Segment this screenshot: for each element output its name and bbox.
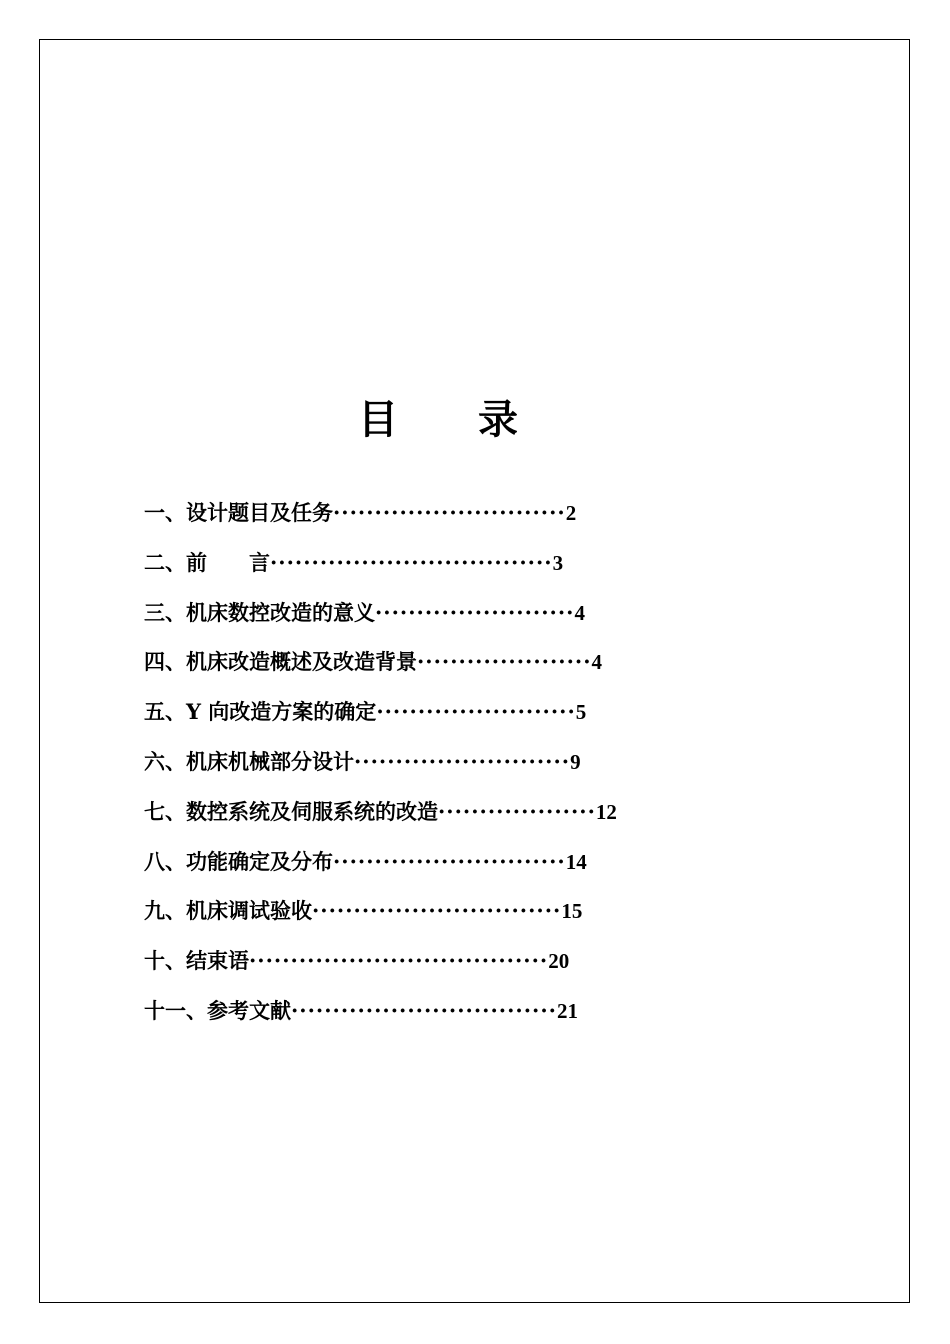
toc-item-label: 十、结束语 (144, 948, 249, 974)
toc-item-label: 十一、参考文献 (144, 997, 291, 1023)
toc-item-label: 三、机床数控改造的意义 (144, 599, 375, 625)
toc-item-page: 14 (565, 849, 587, 874)
toc-item-page: 3 (552, 550, 564, 575)
toc-item-page: 21 (556, 998, 578, 1023)
toc-item-label: 一、设计题目及任务 (144, 500, 333, 525)
toc-item[interactable] (144, 894, 617, 944)
toc-item[interactable] (144, 695, 617, 745)
toc-item[interactable] (144, 845, 617, 895)
toc-item-label: 五、Y 向改造方案的确定 (144, 699, 377, 725)
toc-item-leader: ························ (375, 599, 575, 625)
toc-item-leader: ······························ (312, 898, 562, 924)
toc-item-label: 九、机床调试验收 (144, 898, 312, 924)
toc-item-leader: ·························· (354, 748, 571, 774)
toc-item-leader: ··················· (438, 798, 596, 824)
toc-item-leader: ···························· (333, 848, 566, 874)
toc-item[interactable] (144, 745, 617, 795)
toc-item-page: 9 (570, 749, 581, 774)
toc-item-page: 2 (565, 501, 577, 525)
toc-item[interactable] (144, 596, 617, 646)
toc-item-label: 七、数控系统及伺服系统的改造 (144, 798, 438, 824)
toc-list (144, 496, 617, 1044)
toc-item[interactable] (144, 496, 617, 546)
toc-item-label: 八、功能确定及分布 (144, 848, 333, 874)
toc-item-leader: ·································· (270, 549, 553, 575)
toc-item-page: 15 (561, 899, 583, 924)
toc-item-leader: ························ (376, 699, 576, 725)
toc-item-label: 四、机床改造概述及改造背景 (144, 649, 417, 675)
toc-title (0, 388, 878, 445)
toc-item[interactable] (144, 645, 617, 695)
toc-item-leader: ····················· (417, 649, 592, 675)
toc-item-page: 20 (548, 949, 570, 974)
toc-item-page: 12 (595, 799, 617, 824)
toc-item-leader: ································ (291, 997, 557, 1023)
toc-title-char-1: 目 (358, 396, 400, 443)
toc-item[interactable] (144, 994, 617, 1044)
toc-title-char-2: 录 (478, 396, 520, 443)
toc-item-page: 5 (575, 700, 587, 725)
toc-item-page: 4 (591, 650, 603, 675)
toc-item[interactable] (144, 546, 617, 596)
toc-item[interactable] (144, 944, 617, 994)
toc-item-page: 4 (574, 600, 585, 625)
toc-item-leader: ···························· (333, 500, 566, 525)
toc-item-label: 二、前 言 (144, 549, 270, 575)
toc-item-leader: ···································· (249, 948, 549, 974)
toc-item[interactable] (144, 795, 617, 845)
toc-item-label: 六、机床机械部分设计 (144, 748, 354, 774)
